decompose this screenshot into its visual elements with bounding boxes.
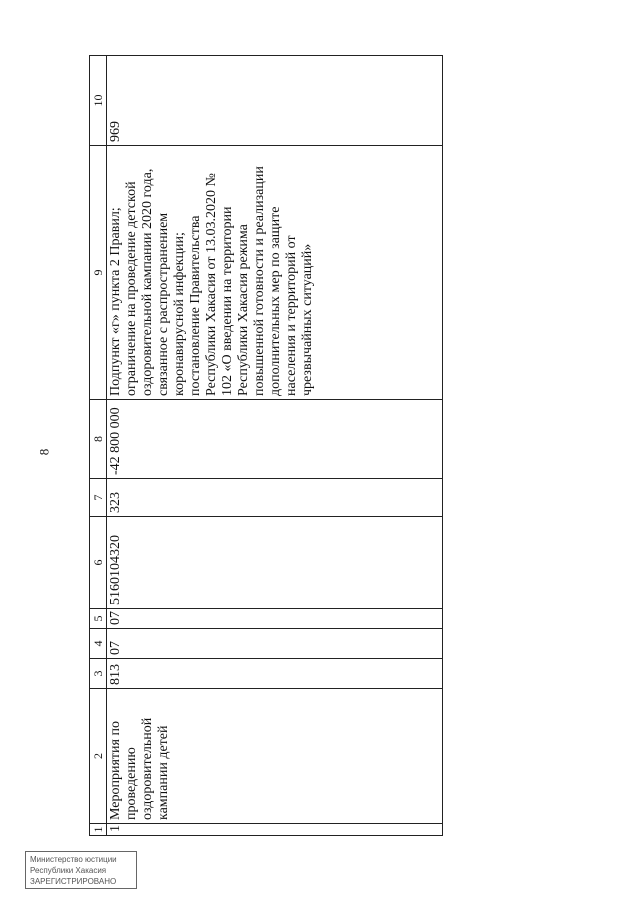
column-number-8: 8 — [90, 400, 107, 479]
expense-type-cell: 323 — [107, 479, 443, 517]
column-number-9: 9 — [90, 146, 107, 400]
column-number-10: 10 — [90, 56, 107, 146]
column-number-5: 5 — [90, 609, 107, 629]
column-number-1: 1 — [90, 824, 107, 836]
measure-name-cell: Мероприятия по проведению оздоровительной кампании детей — [107, 689, 443, 824]
page-number: 8 — [36, 448, 51, 456]
column-number-7: 7 — [90, 479, 107, 517]
column-number-row — [90, 56, 107, 836]
target-article-cell: 5160104320 — [107, 517, 443, 609]
column-number-2: 2 — [90, 689, 107, 824]
row-number-cell: 1 — [107, 824, 443, 836]
basis-cell: Подпункт «г» пункта 2 Правил; ограничение на проведение детской оздоровительной кампании 2020 года, связанное с распространением коронавирусной инфекции; постановление Правительства Республики Хакасия от 13.03.2020 № 102 «О введении на территории Республики Хакасия режима повышенной готовности и реализации дополнительных мер по защите населения и территорий от чрезвычайных ситуаций» — [107, 146, 443, 400]
stamp-line: Министерство юстиции — [30, 855, 117, 864]
registration-stamp — [25, 851, 137, 889]
code-cell-5: 07 — [107, 609, 443, 629]
table-row — [107, 56, 443, 836]
amount-cell: -42 800 000 — [107, 400, 443, 479]
column-number-6: 6 — [90, 517, 107, 609]
code-cell-4: 07 — [107, 629, 443, 659]
stamp-line: ЗАРЕГИСТРИРОВАНО — [30, 877, 117, 886]
code-cell-10: 969 — [107, 56, 443, 146]
rotated-table-frame — [89, 56, 441, 836]
budget-changes-table — [89, 55, 443, 836]
stamp-line: Республики Хакасия — [30, 866, 107, 875]
code-cell-3: 813 — [107, 659, 443, 689]
column-number-3: 3 — [90, 659, 107, 689]
column-number-4: 4 — [90, 629, 107, 659]
